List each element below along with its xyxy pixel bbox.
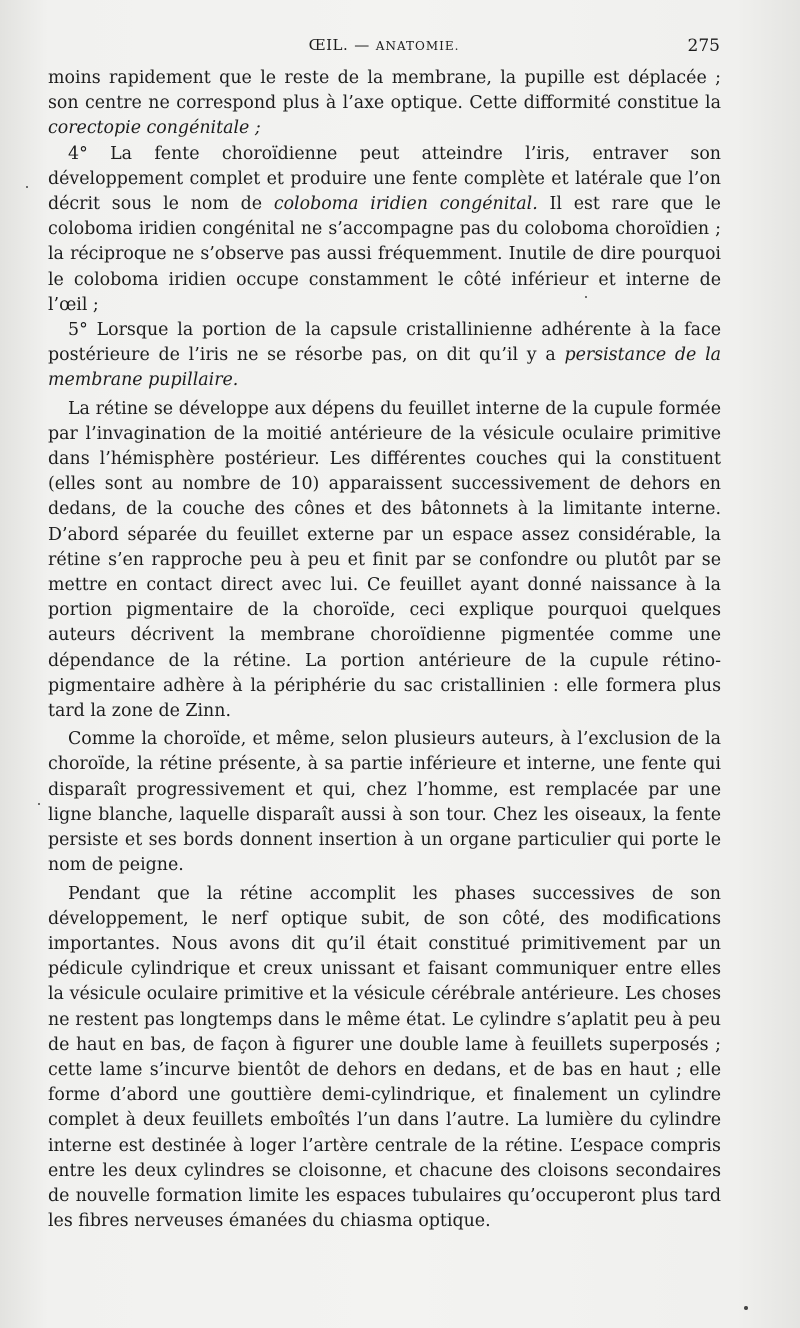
paragraph — [48, 318, 721, 394]
italic-term: corectopie congénitale ; — [48, 118, 261, 139]
text-run: 4° La fente choroïdienne peut atteindre l’iris, entraver son développement complet et produire une fente complète et latérale que l’on décrit sous le nom de — [48, 143, 721, 215]
body-text — [48, 66, 721, 1234]
paper-speck — [38, 803, 40, 805]
text-run: moins rapidement que le reste de la membrane, la pupille est déplacée ; son centre ne correspond plus à l’axe optique. Cette difformité constitue la — [48, 68, 721, 114]
page-header — [48, 36, 720, 60]
paragraph — [48, 66, 721, 142]
text-run: Il est rare que le coloboma iridien congénital ne s’accompagne pas du coloboma choroïdien ; la réciproque ne s’observe pas aussi fréquemment. Inutile de dire pourquoi le coloboma iridien occupe constamment le côté inférieur et interne de l’œil ; — [48, 194, 721, 315]
text-run: Pendant que la rétine accomplit les phases successives de son développement, le nerf optique subit, de son côté, des modifications importantes. Nous avons dit qu’il était constitué primitivement par un pédicule cylindrique et creux unissant et faisant communiquer entre elles la vésicule oculaire primitive et la vésicule cérébrale antérieure. Les choses ne restent pas longtemps dans le même état. Le cylindre s’aplatit peu à peu de haut en bas, de façon à figurer une double lame à feuillets superposés ; cette lame s’incurve bientôt de dehors en dedans, et de bas en haut ; elle forme d’abord une gouttière demi-cylindrique, et finalement un cylindre complet à deux feuillets emboîtés l’un dans l’autre. La lumière du cylindre interne est destinée à loger l’artère centrale de la rétine. L’espace compris entre les deux cylindres se cloisonne, et chacune des cloisons secondaires de nouvelle formation limite les espaces tubulaires qu’occuperont plus tard les fibres nerveuses émanées du chiasma optique. — [48, 883, 721, 1232]
paper-speck — [26, 186, 28, 188]
italic-term: coloboma iridien congénital. — [273, 194, 538, 215]
running-head-dash: — — [354, 36, 370, 54]
paragraph — [48, 397, 721, 725]
paragraph — [48, 882, 721, 1235]
paper-speck — [585, 296, 587, 298]
paragraph — [48, 727, 721, 878]
running-head-title: ŒIL. — [308, 36, 349, 54]
paper-speck — [744, 1306, 748, 1310]
paragraph — [48, 142, 721, 318]
text-run: 5° Lorsque la portion de la capsule cristallinienne adhérente à la face postérieure de l’iris ne se résorbe pas, on dit qu’il y a — [48, 320, 721, 366]
text-run: Comme la choroïde, et même, selon plusieurs auteurs, à l’exclusion de la choroïde, la rétine présente, à sa partie inférieure et interne, une fente qui disparaît progressivement et qui, chez l’homme, est remplacée par une ligne blanche, laquelle disparaît aussi à son tour. Chez les oiseaux, la fente persiste et ses bords donnent insertion à un organe particulier qui porte le nom de peigne. — [48, 729, 721, 876]
running-head-subtitle: ANATOMIE. — [375, 39, 460, 53]
running-head — [48, 36, 720, 54]
italic-term: persistance de la membrane pupillaire. — [48, 345, 722, 391]
page-number: 275 — [687, 36, 720, 56]
text-run: La rétine se développe aux dépens du feuillet interne de la cupule formée par l’invagination de la moitié antérieure de la vésicule oculaire primitive dans l’hémisphère postérieur. Les différentes couches qui la constituent (elles sont au nombre de 10) apparaissent successivement de dehors en dedans, de la couche des cônes et des bâtonnets à la limitante interne. D’abord séparée du feuillet externe par un espace assez considérable, la rétine s’en rapproche peu à peu et finit par se confondre ou plutôt par se mettre en contact direct avec lui. Ce feuillet ayant donné naissance à la portion pigmentaire de la choroïde, ceci explique pourquoi quelques auteurs décrivent la membrane choroïdienne pigmentée comme une dépendance de la rétine. La portion antérieure de la cupule rétino-pigmentaire adhère à la périphérie du sac cristallinien : elle formera plus tard la zone de Zinn. — [48, 398, 721, 722]
